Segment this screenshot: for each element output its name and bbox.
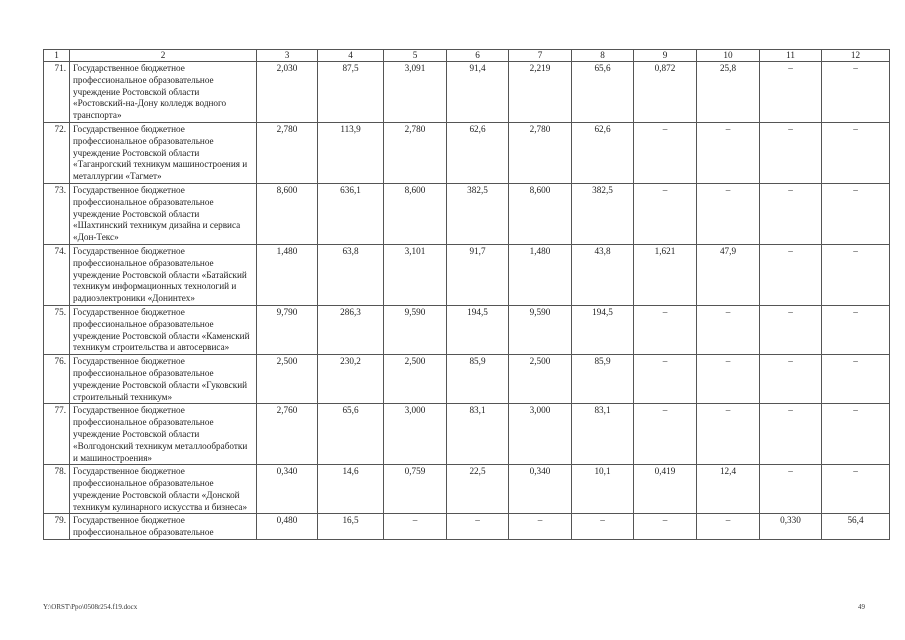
row-number: 74. (44, 244, 70, 305)
value-cell: 62,6 (572, 122, 634, 183)
table-row (44, 62, 890, 123)
value-cell: 91,7 (447, 244, 509, 305)
value-cell: – (822, 183, 890, 244)
row-number: 73. (44, 183, 70, 244)
value-cell: 2,500 (509, 355, 572, 404)
value-cell: 3,091 (384, 62, 447, 123)
institution-name: Государственное бюджетное профессиональное образовательное учреждение Ростовской области «Гуковский строительный техникум» (70, 355, 257, 404)
value-cell: – (697, 183, 760, 244)
value-cell: – (822, 244, 890, 305)
value-cell: 230,2 (318, 355, 384, 404)
value-cell: 25,8 (697, 62, 760, 123)
budget-table (43, 49, 890, 540)
value-cell: 83,1 (447, 404, 509, 465)
value-cell: – (760, 355, 822, 404)
value-cell: 43,8 (572, 244, 634, 305)
row-number: 78. (44, 465, 70, 514)
value-cell: 87,5 (318, 62, 384, 123)
value-cell: 2,780 (257, 122, 318, 183)
column-number: 7 (509, 50, 572, 62)
value-cell: – (822, 355, 890, 404)
value-cell: 62,6 (447, 122, 509, 183)
column-number: 5 (384, 50, 447, 62)
institution-name: Государственное бюджетное профессиональное образовательное учреждение Ростовской области «Каменский техникум строительства и автосервиса» (70, 305, 257, 354)
value-cell: 8,600 (509, 183, 572, 244)
column-number: 4 (318, 50, 384, 62)
column-number: 11 (760, 50, 822, 62)
value-cell: 8,600 (257, 183, 318, 244)
file-path: Y:\ORST\Ppo\0508r254.f19.docx (43, 603, 138, 611)
institution-name: Государственное бюджетное профессиональное образовательное учреждение Ростовской области «Шахтинский техникум дизайна и сервиса «Дон-Текс» (70, 183, 257, 244)
value-cell: 382,5 (447, 183, 509, 244)
value-cell: – (509, 514, 572, 540)
table-row (44, 244, 890, 305)
value-cell: 1,480 (509, 244, 572, 305)
value-cell: 2,219 (509, 62, 572, 123)
value-cell: 194,5 (572, 305, 634, 354)
value-cell: – (760, 62, 822, 123)
value-cell: – (697, 355, 760, 404)
value-cell: 16,5 (318, 514, 384, 540)
column-number-row (44, 50, 890, 62)
value-cell: 3,000 (384, 404, 447, 465)
column-number: 8 (572, 50, 634, 62)
value-cell: 3,101 (384, 244, 447, 305)
value-cell: 2,760 (257, 404, 318, 465)
value-cell: 2,500 (257, 355, 318, 404)
value-cell: 2,030 (257, 62, 318, 123)
value-cell: – (822, 465, 890, 514)
value-cell: 194,5 (447, 305, 509, 354)
value-cell: – (822, 305, 890, 354)
value-cell: 83,1 (572, 404, 634, 465)
value-cell: 1,480 (257, 244, 318, 305)
table-row (44, 355, 890, 404)
row-number: 75. (44, 305, 70, 354)
row-number: 77. (44, 404, 70, 465)
value-cell: – (822, 62, 890, 123)
row-number: 79. (44, 514, 70, 540)
value-cell: – (634, 305, 697, 354)
table-row (44, 514, 890, 540)
value-cell: – (634, 122, 697, 183)
value-cell: 14,6 (318, 465, 384, 514)
value-cell: 47,9 (697, 244, 760, 305)
value-cell: 636,1 (318, 183, 384, 244)
table-row (44, 122, 890, 183)
value-cell: – (447, 514, 509, 540)
column-number: 2 (70, 50, 257, 62)
table-row (44, 183, 890, 244)
value-cell: 0,340 (509, 465, 572, 514)
column-number: 1 (44, 50, 70, 62)
value-cell: – (822, 404, 890, 465)
value-cell: – (760, 305, 822, 354)
value-cell: 0,872 (634, 62, 697, 123)
institution-name: Государственное бюджетное профессиональное образовательное учреждение Ростовской области «Таганрогский техникум машиностроения и металлургии «Тагмет» (70, 122, 257, 183)
row-number: 71. (44, 62, 70, 123)
value-cell: 0,419 (634, 465, 697, 514)
value-cell: 113,9 (318, 122, 384, 183)
institution-name: Государственное бюджетное профессиональное образовательное учреждение Ростовской области «Донской техникум кулинарного искусства и бизнеса» (70, 465, 257, 514)
value-cell: – (634, 183, 697, 244)
value-cell: 8,600 (384, 183, 447, 244)
table-row (44, 305, 890, 354)
table-row (44, 465, 890, 514)
value-cell: 9,590 (509, 305, 572, 354)
row-number: 76. (44, 355, 70, 404)
row-number: 72. (44, 122, 70, 183)
value-cell: – (760, 244, 822, 305)
value-cell: 1,621 (634, 244, 697, 305)
value-cell: – (572, 514, 634, 540)
value-cell: 0,330 (760, 514, 822, 540)
value-cell: 65,6 (572, 62, 634, 123)
value-cell: – (634, 404, 697, 465)
column-number: 3 (257, 50, 318, 62)
value-cell: – (697, 514, 760, 540)
value-cell: 85,9 (447, 355, 509, 404)
value-cell: 22,5 (447, 465, 509, 514)
value-cell: – (697, 305, 760, 354)
value-cell: 56,4 (822, 514, 890, 540)
value-cell: – (760, 404, 822, 465)
value-cell: 65,6 (318, 404, 384, 465)
value-cell: – (822, 122, 890, 183)
table-body (44, 50, 890, 540)
column-number: 12 (822, 50, 890, 62)
column-number: 6 (447, 50, 509, 62)
value-cell: 85,9 (572, 355, 634, 404)
value-cell: 10,1 (572, 465, 634, 514)
value-cell: 63,8 (318, 244, 384, 305)
value-cell: – (697, 404, 760, 465)
value-cell: – (760, 465, 822, 514)
value-cell: – (634, 514, 697, 540)
value-cell: 286,3 (318, 305, 384, 354)
value-cell: 0,340 (257, 465, 318, 514)
institution-name: Государственное бюджетное профессиональное образовательное учреждение Ростовской области «Волгодонский техникум металлообработки и машиностроения» (70, 404, 257, 465)
value-cell: – (384, 514, 447, 540)
value-cell: 91,4 (447, 62, 509, 123)
institution-name: Государственное бюджетное профессиональное образовательное (70, 514, 257, 540)
value-cell: 2,500 (384, 355, 447, 404)
value-cell: – (634, 355, 697, 404)
page-number: 49 (858, 603, 865, 611)
value-cell: 2,780 (509, 122, 572, 183)
value-cell: 2,780 (384, 122, 447, 183)
value-cell: 9,790 (257, 305, 318, 354)
value-cell: 382,5 (572, 183, 634, 244)
column-number: 10 (697, 50, 760, 62)
value-cell: – (760, 183, 822, 244)
value-cell: – (697, 122, 760, 183)
value-cell: 0,759 (384, 465, 447, 514)
value-cell: 3,000 (509, 404, 572, 465)
table-row (44, 404, 890, 465)
value-cell: 0,480 (257, 514, 318, 540)
column-number: 9 (634, 50, 697, 62)
value-cell: 9,590 (384, 305, 447, 354)
institution-name: Государственное бюджетное профессиональное образовательное учреждение Ростовской области «Ростовский-на-Дону колледж водного транспорта» (70, 62, 257, 123)
value-cell: – (760, 122, 822, 183)
value-cell: 12,4 (697, 465, 760, 514)
institution-name: Государственное бюджетное профессиональное образовательное учреждение Ростовской области «Батайский техникум информационных технологий и радиоэлектроники «Донинтех» (70, 244, 257, 305)
